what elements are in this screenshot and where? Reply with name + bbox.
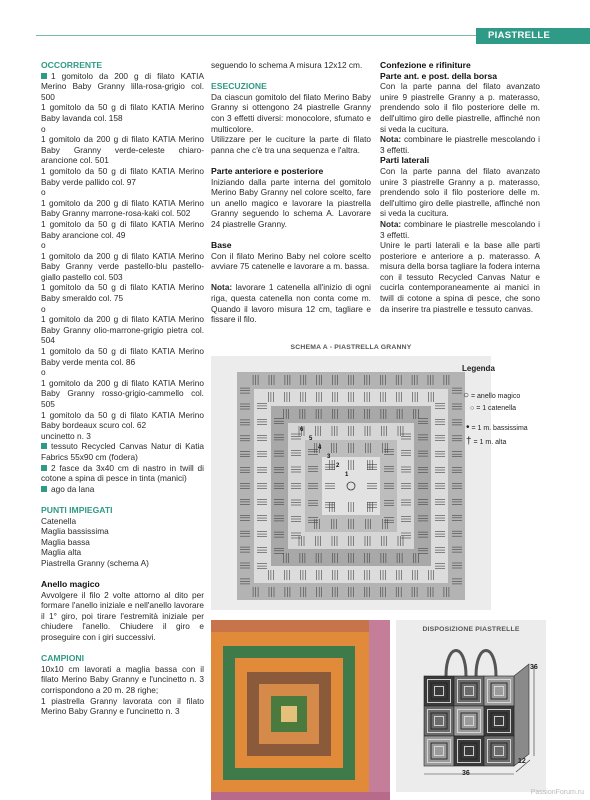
base-note [211, 282, 371, 324]
material-item: o [41, 240, 46, 251]
material-item: 1 gomitolo da 50 g di filato KATIA Merino Baby lavanda col. 158 [41, 102, 204, 123]
round-number: 5 [309, 436, 313, 442]
round-number: 4 [318, 445, 322, 451]
punti-heading: PUNTI IMPIEGATI [41, 504, 113, 515]
ant-post-note [380, 134, 540, 155]
note-label: Nota: [380, 134, 402, 145]
campioni-text-2: 1 piastrella Granny lavorata con il filato Merino Baby Granny e l'uncinetto n. 3 [41, 695, 204, 717]
campioni-text: 10x10 cm lavorati a maglia bassa con il filato Merino Baby Granny e l'uncinetto n. 3 corrispondono a 20 m. 28 righe; [41, 663, 204, 696]
laterali-note [380, 219, 540, 240]
ant-post-heading: Parte ant. e post. della borsa [380, 70, 498, 81]
granny-square-chart [211, 356, 491, 610]
stitch-item: Catenella [41, 515, 77, 526]
round-number: 3 [327, 454, 331, 460]
confezione-heading: Confezione e rifiniture [380, 60, 471, 70]
column-materials [41, 60, 204, 717]
bag-tile [454, 736, 484, 766]
note-text: lavorare 1 catenella all'inizio di ogni riga, questa catenella non conta come m. Quando il lavoro misura 12 cm, tagliare e fissare il filo. [211, 282, 371, 325]
stitch-item: Maglia bassissima [41, 526, 109, 537]
material-item: 1 gomitolo da 200 g di filato KATIA Merino Baby Granny olio-marrone-grigio pietra col. 504 [41, 314, 204, 346]
material-item: 1 gomitolo da 50 g di filato KATIA Merino Baby verde pallido col. 97 [41, 165, 204, 187]
bag-tile [454, 706, 484, 736]
legend-item-slip [466, 422, 528, 433]
material-item: o [41, 303, 46, 314]
laterali-text: Con la parte panna del filato avanzato unire 3 piastrelle Granny a p. materasso, prendendo solo il filo posteriore delle m. dell'ultimo giro delle piastrelle, affinché non si veda la cucitura. [380, 165, 540, 219]
material-item: 1 gomitolo da 200 g di filato KATIA Merino Baby Granny marrone-rosa-kaki col. 502 [41, 197, 204, 219]
legend-label: = 1 m. bassissima [471, 425, 528, 432]
legend-label: = anello magico [471, 393, 521, 400]
anello-text: Avvolgere il filo 2 volte attorno al dito per formare l'anello iniziale e nell'anello lavorare il 1° giro, poi tirare l'estremità iniziale per chiudere l'anello. Chiudere il giro e proseguire con i giri successivi. [41, 589, 204, 643]
bag-tile [454, 676, 484, 706]
material-item: 1 gomitolo da 50 g di filato KATIA Merino Baby verde menta col. 86 [41, 346, 204, 367]
material-item: 1 gomitolo da 200 g di filato KATIA Merino Baby Granny rosso-grigio-cammello col. 505 [41, 377, 204, 409]
layout-title: DISPOSIZIONE PIASTRELLE [422, 626, 520, 633]
column-finishing [380, 60, 540, 314]
stitch-item: Maglia bassa [41, 536, 90, 547]
laterali-heading: Parti laterali [380, 155, 430, 166]
stitch-item: Maglia alta [41, 547, 82, 558]
legend-label: = 1 m. alta [473, 439, 507, 446]
legend-item-chain [470, 405, 516, 412]
material-item: o [41, 367, 46, 378]
material-item: 1 gomitolo da 50 g di filato KATIA Merino Baby bordeaux scuro col. 62 [41, 409, 204, 431]
base-text: Con il filato Merino Baby nel colore scelto avviare 75 catenelle e lavorare a m. bassa. [211, 250, 371, 272]
round-number: 1 [345, 472, 349, 478]
stitch-item: Piastrella Granny (schema A) [41, 557, 149, 568]
ant-post-text: Con la parte panna del filato avanzato unire 9 piastrelle Granny a p. materasso, prendendo solo il filo posteriore delle m. dell'ultimo giro delle piastrelle, affinché non si veda la cucitura. [380, 81, 540, 134]
double-crochet-icon: † [466, 436, 472, 447]
bag-tile [424, 736, 454, 766]
note-label: Nota: [211, 282, 233, 293]
material-item: o [41, 187, 46, 198]
material-item: 2 fasce da 3x40 cm di nastro in twill di cotone a spina di pesce in tinta (manici) [41, 462, 204, 484]
bag-tile [424, 676, 454, 706]
parte-text: Iniziando dalla parte interna del gomitolo Merino Baby Granny nel colore scelto, fare un anello magico e lavorare la piastrella Granny seguendo lo schema A. Lavorare 24 piastrelle Granny. [211, 176, 371, 229]
legend-label: = 1 catenella [476, 405, 517, 412]
round-number: 6 [300, 427, 304, 433]
bullet-icon [41, 486, 47, 492]
bag-tile [484, 706, 514, 736]
bullet-icon [41, 465, 47, 471]
unire-text: Unire le parti laterali e la base alle parti posteriore e anteriore a p. materasso. A misura della borsa tagliare la fodera interna con il tessuto Recycled Canvas Natur e cucirla contemporaneamente ai manici in twill di cotone a spina di pesce, che sono da inserire tra piastrelle e tessuto canvas. [380, 240, 540, 314]
watermark: PassionForum.ru [530, 789, 584, 796]
parte-heading: Parte anteriore e posteriore [211, 165, 324, 176]
note-label: Nota: [380, 218, 402, 229]
chain-stitch-icon: ○ [470, 405, 475, 412]
section-tab-label: PIASTRELLE [488, 30, 551, 41]
bag-tile [484, 736, 514, 766]
anello-heading: Anello magico [41, 579, 100, 590]
campioni-heading: CAMPIONI [41, 653, 84, 664]
column-execution [211, 60, 371, 325]
note-text: combinare le piastrelle mescolando i 3 effetti. [380, 134, 540, 155]
legend-item-double [466, 436, 506, 447]
dim-height-label: 36 [530, 664, 538, 671]
note-text: combinare le piastrelle mescolando i 3 effetti. [380, 218, 540, 240]
header-rule [36, 35, 476, 36]
material-item: 1 gomitolo da 200 g di filato KATIA Merino Baby Granny verde pastello-blu pastello-giallo pastello col. 503 [41, 250, 204, 282]
material-item: ago da lana [41, 484, 204, 495]
schema-title: SCHEMA A - PIASTRELLA GRANNY [290, 344, 412, 351]
occorrente-heading: OCCORRENTE [41, 60, 103, 70]
dim-depth-label: 12 [518, 758, 526, 765]
esecuzione-heading: ESECUZIONE [211, 81, 267, 92]
material-item: o [41, 123, 46, 134]
granny-square-photo [211, 620, 390, 800]
round-number: 2 [336, 463, 340, 469]
magic-ring-icon: ○ [463, 390, 470, 401]
stitches-list [41, 516, 204, 569]
campioni-continued: seguendo lo schema A misura 12x12 cm. [211, 60, 363, 70]
esecuzione-text: Da ciascun gomitolo del filato Merino Baby Granny si ottengono 24 piastrelle Granny con 3 effetti diversi: monocolore, sfumato e multicolore. [211, 91, 371, 134]
material-item: 1 gomitolo da 50 g di filato KATIA Merino Baby smeraldo col. 75 [41, 282, 204, 304]
bullet-icon [41, 443, 47, 449]
bag-tile [484, 676, 514, 706]
bag-handle [446, 651, 466, 677]
material-item: 1 gomitolo da 200 g di filato KATIA Merino Baby Granny lilla-rosa-grigio col. 500 [41, 70, 204, 102]
bag-diagram [396, 620, 546, 792]
bag-tile [424, 706, 454, 736]
bullet-icon [41, 73, 47, 79]
material-item: 1 gomitolo da 50 g di filato KATIA Merino Baby arancione col. 49 [41, 218, 204, 240]
dim-width-label: 36 [462, 770, 470, 777]
legend-item-magic-ring [463, 390, 520, 401]
base-heading: Base [211, 240, 232, 251]
materials-list [41, 71, 204, 495]
slip-stitch-icon: • [466, 422, 470, 433]
material-item: 1 gomitolo da 200 g di filato KATIA Merino Baby Granny verde-celeste chiaro-arancione col. 501 [41, 134, 204, 166]
legend-title: Legenda [462, 364, 495, 373]
material-item: tessuto Recycled Canvas Natur di Katia Fabrics 55x90 cm (fodera) [41, 441, 204, 462]
esecuzione-text-2: Utilizzare per le cuciture la parte di filato panna che c'è tra una sequenza e l'altra. [211, 134, 371, 155]
bag-side-panel [514, 664, 529, 766]
bag-handle [476, 651, 496, 677]
material-item: uncinetto n. 3 [41, 430, 91, 441]
